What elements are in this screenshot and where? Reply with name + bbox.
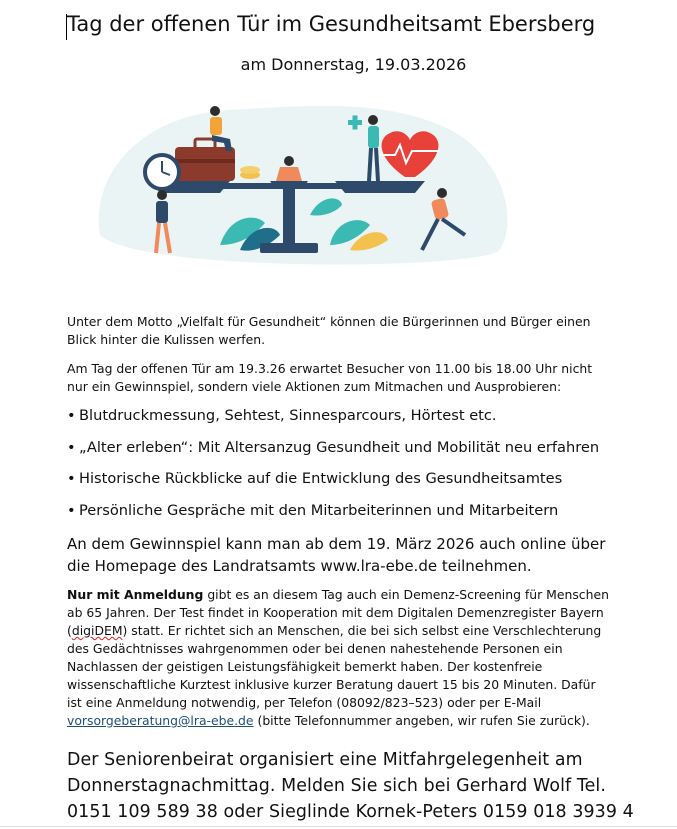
- bullet-icon: •: [67, 470, 76, 487]
- activity-list: [67, 406, 627, 532]
- page-subtitle: am Donnerstag, 19.03.2026: [240, 55, 467, 74]
- screening-paragraph: Nur mit Anmeldung gibt es an diesem Tag auch ein Demenz-Screening für Menschen ab 65 Jahren. Der Test findet in Kooperation mit dem Digitalen Demenzregister Bayern (digiDEM) statt. Er richtet sich an Menschen, die bei sich selbst eine Verschlechterung des Gedächtnisses wahrgenommen oder bei denen nahestehende Personen ein Nachlassen der geistigen Leistungsfähigkeit bemerkt haben. Der kostenfreie wissenschaftliche Kurztest inklusive kurzer Beratung dauert 15 bis 20 Minuten. Dafür ist eine Anmeldung notwendig, per Telefon (08092/823–523) oder per E-Mail vorsorgeberatung@lra-ebe.de (bitte Telefonnummer angeben, wir rufen Sie zurück).: [67, 587, 609, 728]
- coins-icon: [240, 166, 260, 179]
- list-item: • Historische Rückblicke auf die Entwicklung des Gesundheitsamtes: [67, 470, 563, 487]
- list-item: • „Alter erleben“: Mit Altersanzug Gesundheit und Mobilität neu erfahren: [67, 438, 600, 456]
- list-item: • Persönliche Gespräche mit den Mitarbeiterinnen und Mitarbeitern: [67, 501, 559, 519]
- contest-paragraph: An dem Gewinnspiel kann man ab dem 19. März 2026 auch online über die Homepage des Landratsamts www.lra-ebe.de teilnehmen.: [67, 535, 606, 575]
- balance-scale-health-illustration: [80, 95, 520, 275]
- page-bottom-divider: [0, 826, 677, 827]
- intro-paragraph: Unter dem Motto „Vielfalt für Gesundheit“ können die Bürgerinnen und Bürger einen Blick hinter die Kulissen werfen.: [67, 314, 591, 347]
- email-link[interactable]: vorsorgeberatung@lra-ebe.de: [67, 713, 254, 728]
- bullet-icon: •: [67, 501, 76, 519]
- registration-required-label: Nur mit Anmeldung: [67, 587, 204, 602]
- spellcheck-word: digiDEM: [71, 623, 123, 638]
- carpool-paragraph: Der Seniorenbeirat organisiert eine Mitfahrgelegenheit am Donnerstagnachmittag. Melden Sie sich bei Gerhard Wolf Tel. 0151 109 589 38 oder Sieglinde Kornek-Peters 0159 018 3939 4: [67, 750, 634, 822]
- clock-icon: [145, 155, 179, 189]
- bullet-icon: •: [67, 407, 76, 424]
- list-item: • Blutdruckmessung, Sehtest, Sinnesparcours, Hörtest etc.: [67, 407, 497, 424]
- page-title: Tag der offenen Tür im Gesundheitsamt Ebersberg: [67, 12, 596, 36]
- event-paragraph: Am Tag der offenen Tür am 19.3.26 erwartet Besucher von 11.00 bis 18.00 Uhr nicht nur ein Gewinnspiel, sondern viele Aktionen zum Mitmachen und Ausprobieren:: [67, 361, 593, 394]
- bullet-icon: •: [67, 438, 76, 456]
